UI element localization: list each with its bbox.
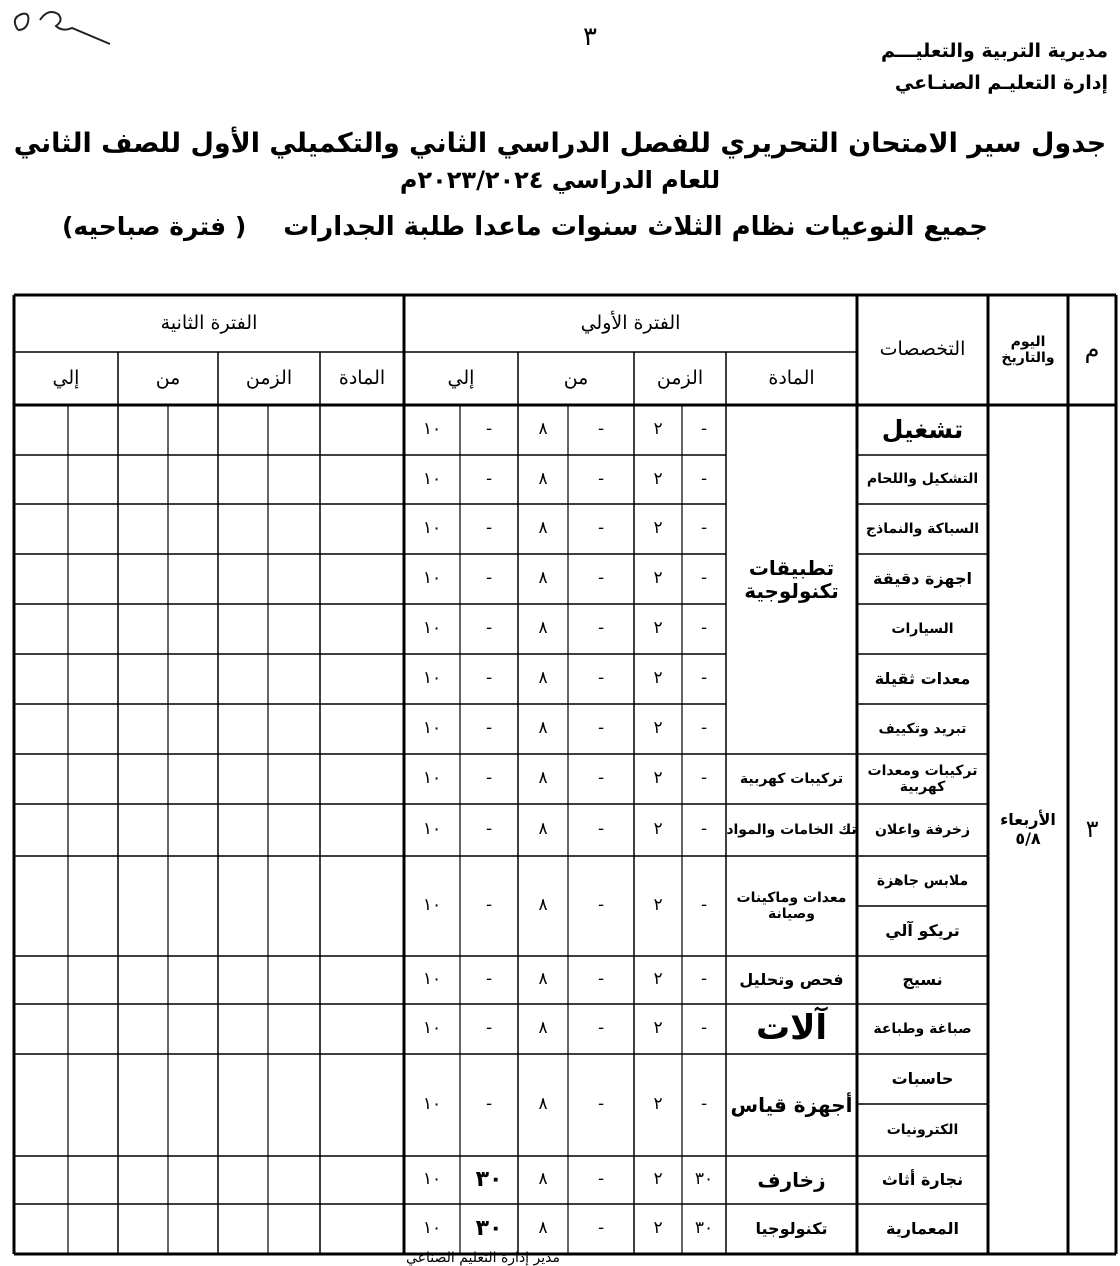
from-minutes: - [597,468,605,489]
header-period2: الفترة الثانية [160,311,258,334]
specialization-cell: التشكيل واللحام [866,471,979,488]
duration-minutes: - [700,518,708,539]
specialization-cell: نجارة أثاث [881,1169,964,1189]
to-minutes: ٣٠ [475,1167,503,1193]
subject-cell: معدات وماكينات وصيانة [736,889,847,922]
from-hour: ٨ [538,768,548,789]
header-to-p1: إلي [447,366,475,389]
duration-minutes: - [700,568,708,589]
to-minutes: - [485,668,493,689]
to-minutes: - [485,969,493,990]
subtitle-shift: ( فترة صباحيه) [62,212,247,241]
duration-minutes: ٣٠ [694,1169,714,1190]
duration-minutes: - [700,618,708,639]
from-hour: ٨ [538,568,548,589]
specialization-cell: المعمارية [886,1218,959,1238]
to-hour: ١٠ [422,718,442,739]
from-minutes: - [597,618,605,639]
header-specializations: التخصصات [879,338,966,361]
duration-hours: ٢ [653,819,663,840]
subject-cell: فحص وتحليل [739,969,844,989]
duration-minutes: - [700,1018,708,1039]
to-hour: ١٠ [422,895,442,916]
specialization-cell: الكترونيات [886,1121,959,1138]
from-minutes: - [597,819,605,840]
page-number: ٣ [583,22,597,52]
duration-hours: ٢ [653,618,663,639]
duration-hours: ٢ [653,1169,663,1190]
to-minutes: - [485,819,493,840]
to-minutes: - [485,568,493,589]
from-hour: ٨ [538,1218,548,1239]
from-hour: ٨ [538,468,548,489]
specialization-cell: السباكة والنماذج [865,520,980,537]
from-hour: ٨ [538,1094,548,1115]
subject-cell: تكنولوجيا [755,1218,828,1238]
from-hour: ٨ [538,668,548,689]
to-hour: ١٠ [422,568,442,589]
duration-hours: ٢ [653,468,663,489]
to-hour: ١٠ [422,1094,442,1115]
from-minutes: - [597,668,605,689]
header-subject-p2: المادة [338,366,386,389]
duration-hours: ٢ [653,969,663,990]
to-hour: ١٠ [422,1018,442,1039]
to-minutes: - [485,518,493,539]
row-number: ٣ [1085,814,1099,843]
specialization-cell: صباغة وطباعة [873,1020,972,1037]
duration-hours: ٢ [653,518,663,539]
duration-hours: ٢ [653,568,663,589]
duration-minutes: ٣٠ [694,1218,714,1239]
duration-hours: ٢ [653,895,663,916]
to-minutes: ٣٠ [475,1216,503,1242]
duration-hours: ٢ [653,718,663,739]
to-minutes: - [485,419,493,440]
from-minutes: - [597,768,605,789]
document-title: جدول سير الامتحان التحريري للفصل الدراسي الثاني والتكميلي الأول للصف الثاني [13,128,1107,159]
duration-hours: ٢ [653,1218,663,1239]
to-minutes: - [485,768,493,789]
to-hour: ١٠ [422,518,442,539]
subject-cell: تطبيقات تكنولوجية [744,555,839,603]
exam-date: ٥/٨ [1015,828,1041,848]
to-hour: ١٠ [422,1218,442,1239]
subject-cell: أجهزة قياس [730,1092,853,1117]
header-day-date: اليوم والتاريخ [1001,333,1055,366]
to-hour: ١٠ [422,668,442,689]
subject-cell: تك الخامات والمواد [726,821,857,838]
to-hour: ١٠ [422,419,442,440]
duration-minutes: - [700,468,708,489]
subject-cell: زخارف [757,1167,826,1192]
duration-minutes: - [700,895,708,916]
header-to-p2: إلي [52,366,80,389]
to-hour: ١٠ [422,468,442,489]
specialization-cell: تبريد وتكييف [878,720,967,737]
specialization-cell: تشغيل [881,414,964,444]
from-hour: ٨ [538,518,548,539]
duration-hours: ٢ [653,768,663,789]
duration-minutes: - [700,969,708,990]
subject-cell: آلات [755,1008,828,1049]
from-minutes: - [597,419,605,440]
to-minutes: - [485,468,493,489]
from-hour: ٨ [538,1169,548,1190]
from-hour: ٨ [538,819,548,840]
to-minutes: - [485,718,493,739]
specialization-cell: زخرفة واعلان [874,821,971,838]
from-minutes: - [597,1018,605,1039]
duration-minutes: - [700,419,708,440]
signature-footer [0,1250,1120,1266]
from-minutes: - [597,1218,605,1239]
from-hour: ٨ [538,895,548,916]
header-from-p1: من [563,366,589,389]
duration-minutes: - [700,668,708,689]
from-hour: ٨ [538,1018,548,1039]
to-hour: ١٠ [422,768,442,789]
to-hour: ١٠ [422,819,442,840]
from-hour: ٨ [538,419,548,440]
from-minutes: - [597,895,605,916]
from-minutes: - [597,1094,605,1115]
from-hour: ٨ [538,969,548,990]
duration-hours: ٢ [653,668,663,689]
header-duration-p1: الزمن [656,366,704,389]
header-duration-p2: الزمن [245,366,293,389]
specialization-cell: اجهزة دقيقة [873,568,972,588]
administration-name: إدارة التعليـم الصنـاعي [894,72,1108,94]
to-minutes: - [485,1018,493,1039]
to-minutes: - [485,1094,493,1115]
to-minutes: - [485,618,493,639]
from-minutes: - [597,969,605,990]
day-name: الأربعاء [1000,810,1056,830]
from-hour: ٨ [538,718,548,739]
duration-minutes: - [700,768,708,789]
day-date-cell [988,405,1068,1254]
header-subject-p1: المادة [768,366,815,389]
from-minutes: - [597,718,605,739]
duration-minutes: - [700,1094,708,1115]
header-period1: الفترة الأولي [580,311,681,334]
to-hour: ١٠ [422,1169,442,1190]
directorate-name: مديرية التربية والتعليـــم [880,40,1108,62]
specialization-cell: السيارات [891,620,954,637]
specialization-cell: نسيج [902,969,943,989]
specialization-cell: حاسبات [891,1068,954,1088]
academic-year: للعام الدراسي ٢٠٢٣/٢٠٢٤م [399,166,721,194]
from-minutes: - [597,568,605,589]
specialization-cell: تركيبات ومعدات كهربية [867,762,978,795]
duration-minutes: - [700,718,708,739]
header-from-p2: من [155,366,181,389]
from-hour: ٨ [538,618,548,639]
footer-text: مدير إدارة التعليم الصناعي [405,1250,560,1266]
specialization-cell: معدات ثقيلة [874,668,971,688]
duration-minutes: - [700,819,708,840]
from-minutes: - [597,518,605,539]
header-m: م [1084,335,1100,364]
from-minutes: - [597,1169,605,1190]
to-hour: ١٠ [422,618,442,639]
duration-hours: ٢ [653,419,663,440]
to-minutes: - [485,895,493,916]
duration-hours: ٢ [653,1018,663,1039]
subtitle-scope: جميع النوعيات نظام الثلاث سنوات ماعدا طلبة الجدارات [283,212,988,242]
duration-hours: ٢ [653,1094,663,1115]
specialization-cell: تريكو آلي [885,920,960,940]
to-hour: ١٠ [422,969,442,990]
subject-cell: تركيبات كهربية [739,770,844,787]
specialization-cell: ملابس جاهزة [876,872,969,889]
